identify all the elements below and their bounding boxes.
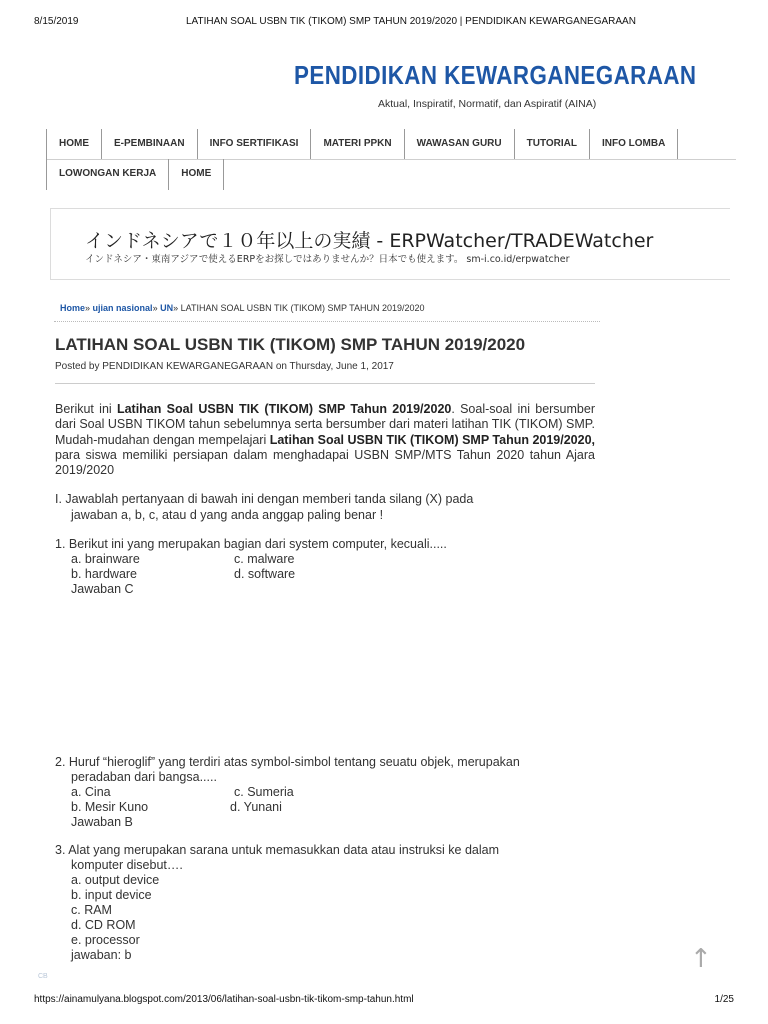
q3-option-b: b. input device: [71, 888, 152, 902]
nav-item-materi-ppkn[interactable]: MATERI PPKN: [310, 129, 403, 160]
question-2: 2. Huruf “hieroglif” yang terdiri atas symbol-simbol tentang seuatu objek, merupakan: [55, 755, 520, 769]
breadcrumb-un[interactable]: UN: [160, 303, 174, 313]
intro-paragraph: [55, 402, 595, 478]
breadcrumb-divider: [54, 321, 600, 322]
q1-option-b: b. hardware: [71, 567, 138, 581]
ad-banner[interactable]: [50, 208, 730, 280]
q2-option-d: d. Yunani: [230, 800, 282, 814]
nav-item-home[interactable]: HOME: [46, 129, 101, 160]
q1-option-c: c. malware: [234, 552, 295, 566]
site-title[interactable]: PENDIDIKAN KEWARGANEGARAAN: [294, 60, 697, 90]
intro-bold: Latihan Soal USBN TIK (TIKOM) SMP Tahun 2019/2020: [116, 402, 452, 416]
q1-answer: Jawaban C: [71, 582, 134, 596]
instruction-line-2: jawaban a, b, c, atau d yang anda anggap paling benar !: [71, 508, 384, 522]
q2-option-b: b. Mesir Kuno: [71, 800, 149, 814]
meta-on: on: [273, 361, 290, 372]
watermark: CB: [38, 973, 48, 980]
ad-title[interactable]: インドネシアで１０年以上の実績 - ERPWatcher/TRADEWatcher: [85, 230, 654, 252]
breadcrumb-sep: »: [173, 303, 179, 313]
intro-text: Berikut ini: [55, 402, 117, 416]
intro-text: . Soal-soal ini bersumber dari Soal USBN TIKOM tahun sebelumnya serta bersumber dari materi latihan TIK (TIKOM) SMP. Mudah-mudahan dengan mempelajari: [55, 402, 595, 447]
print-page-number: 1/25: [714, 994, 734, 1005]
up-arrow-icon[interactable]: ↑: [690, 944, 712, 974]
print-date: 8/15/2019: [34, 16, 79, 27]
meta-prefix: Posted by: [55, 361, 103, 372]
site-tagline: Aktual, Inspiratif, Normatif, dan Aspiratif (AINA): [378, 98, 597, 110]
instruction-line-1: I. Jawablah pertanyaan di bawah ini dengan memberi tanda silang (X) pada: [55, 492, 474, 506]
breadcrumb: [60, 303, 425, 313]
breadcrumb-sep: »: [152, 303, 158, 313]
breadcrumb-ujian-nasional[interactable]: ujian nasional: [92, 303, 153, 313]
nav-item-tutorial[interactable]: TUTORIAL: [514, 129, 589, 160]
nav-bar-row-1: [46, 129, 678, 160]
breadcrumb-current: LATIHAN SOAL USBN TIK (TIKOM) SMP TAHUN 2019/2020: [180, 303, 425, 313]
breadcrumb-sep: »: [85, 303, 91, 313]
post-meta: [55, 361, 394, 372]
q3-answer: jawaban: b: [71, 948, 132, 962]
nav-item-home-2[interactable]: HOME: [168, 159, 224, 190]
q2-option-c: c. Sumeria: [234, 785, 294, 799]
post-title: LATIHAN SOAL USBN TIK (TIKOM) SMP TAHUN 2019/2020: [55, 335, 526, 354]
q2-option-a: a. Cina: [71, 785, 111, 799]
nav-item-e-pembinaan[interactable]: E-PEMBINAAN: [101, 129, 197, 160]
question-3-cont: komputer disebut….: [71, 858, 183, 872]
nav-item-wawasan-guru[interactable]: WAWASAN GURU: [404, 129, 514, 160]
ad-subtitle[interactable]: インドネシア・東南アジアで使えるERPをお探しではありませんか？日本でも使えます。 sm-i.co.id/erpwatcher: [85, 254, 570, 265]
nav-bar-row-2: [46, 159, 224, 190]
question-2-cont: peradaban dari bangsa.....: [71, 770, 217, 784]
print-doc-title: LATIHAN SOAL USBN TIK (TIKOM) SMP TAHUN 2019/2020 | PENDIDIKAN KEWARGANEGARAAN: [186, 16, 636, 27]
question-3: 3. Alat yang merupakan sarana untuk memasukkan data atau instruksi ke dalam: [55, 843, 500, 857]
q3-option-e: e. processor: [71, 933, 140, 947]
nav-item-info-sertifikasi[interactable]: INFO SERTIFIKASI: [197, 129, 311, 160]
post-date[interactable]: Thursday, June 1, 2017: [289, 361, 394, 372]
q1-option-d: d. software: [234, 567, 296, 581]
q3-option-d: d. CD ROM: [71, 918, 136, 932]
print-url: https://ainamulyana.blogspot.com/2013/06/latihan-soal-usbn-tik-tikom-smp-tahun.html: [34, 994, 414, 1005]
intro-bold: Latihan Soal USBN TIK (TIKOM) SMP Tahun 2019/2020,: [269, 432, 596, 447]
q2-answer: Jawaban B: [71, 815, 133, 829]
q1-option-a: a. brainware: [71, 552, 140, 566]
q3-option-a: a. output device: [71, 873, 160, 887]
meta-divider: [55, 383, 595, 384]
breadcrumb-home[interactable]: Home: [60, 303, 86, 313]
intro-text: para siswa memiliki persiapan dalam menghadapai USBN SMP/MTS Tahun 2020 tahun Ajara 2019/2020: [55, 447, 595, 478]
nav-item-info-lomba[interactable]: INFO LOMBA: [589, 129, 678, 160]
post-author[interactable]: PENDIDIKAN KEWARGANEGARAAN: [102, 361, 274, 372]
question-1: 1. Berikut ini yang merupakan bagian dari system computer, kecuali.....: [55, 537, 447, 551]
q3-option-c: c. RAM: [71, 903, 112, 917]
nav-item-lowongan-kerja[interactable]: LOWONGAN KERJA: [46, 159, 168, 190]
